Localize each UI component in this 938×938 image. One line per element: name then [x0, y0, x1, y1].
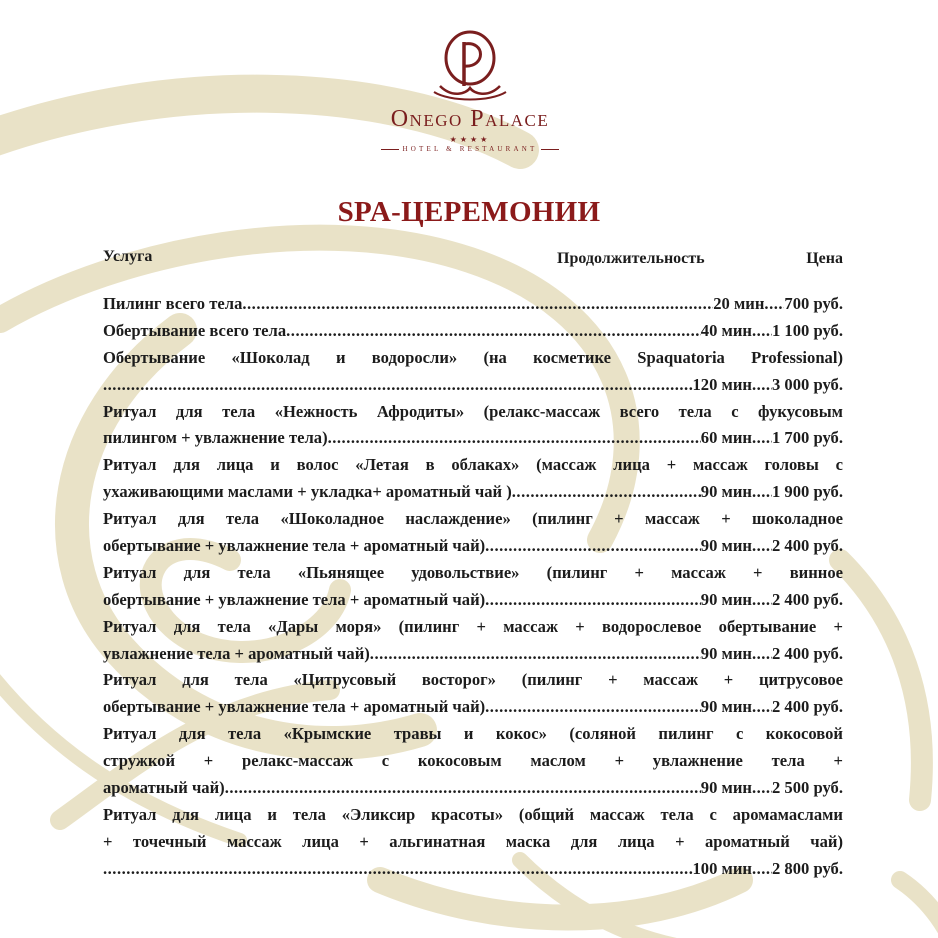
service-duration: 90 мин [700, 778, 752, 798]
leader-dots [225, 775, 701, 802]
service-name: обертывание + увлажнение тела + ароматный чай) [103, 536, 486, 556]
service-price: 2 500 руб. [771, 778, 843, 798]
service-description-line: Ритуал для тела «Шоколадное наслаждение» (пилинг + массаж + шоколадное [103, 509, 843, 529]
service-name: увлажнение тела + ароматный чай) [103, 643, 370, 663]
service-price-row [103, 641, 843, 668]
leader-dots [485, 533, 701, 560]
service-item [103, 291, 843, 318]
page-title: SPA-ЦЕРЕМОНИИ [337, 196, 601, 228]
hotel-logo [340, 28, 600, 153]
service-item [103, 345, 843, 399]
service-item [103, 399, 843, 453]
leader-dots [752, 372, 772, 399]
column-header-duration: Продолжительность [557, 250, 705, 267]
leader-dots [752, 775, 772, 802]
service-duration: 40 мин [700, 320, 752, 340]
service-price: 1 700 руб. [771, 428, 843, 448]
service-price-row [103, 425, 843, 452]
service-item [103, 318, 843, 345]
service-description-line: Ритуал для тела «Пьянящее удовольствие» (пилинг + массаж + винное [103, 562, 843, 582]
leader-dots [752, 641, 772, 668]
star-rating: ★★★★ [449, 135, 491, 144]
service-name: обертывание + увлажнение тела + ароматный чай) [103, 589, 486, 609]
service-price: 1 100 руб. [771, 320, 843, 340]
leader-dots [752, 856, 772, 883]
services-list [103, 291, 843, 883]
brand-name: Onego Palace [390, 106, 550, 132]
service-price: 3 000 руб. [771, 374, 843, 394]
leader-dots [103, 856, 693, 883]
service-price-row [103, 318, 843, 345]
service-duration: 90 мин [700, 536, 752, 556]
service-duration: 90 мин [700, 482, 752, 502]
service-description-line: Ритуал для лица и тела «Эликсир красоты» (общий массаж тела с аромамаслами [103, 804, 843, 824]
leader-dots [328, 425, 701, 452]
service-price: 700 руб. [784, 294, 843, 313]
service-item [103, 721, 843, 802]
service-price: 2 400 руб. [771, 643, 843, 663]
leader-dots [103, 372, 693, 399]
service-description-line: Ритуал для тела «Крымские травы и кокос» (соляной пилинг с кокосовой [103, 724, 843, 744]
divider-left [381, 149, 399, 150]
leader-dots [752, 479, 772, 506]
service-price: 2 400 руб. [771, 536, 843, 556]
leader-dots [752, 318, 772, 345]
column-header-price: Цена [806, 250, 843, 267]
service-item [103, 452, 843, 506]
service-description-line: + точечный массаж лица + альгинатная маска для лица + ароматный чай) [103, 831, 843, 851]
leader-dots [752, 587, 772, 614]
column-header-service: Услуга [103, 248, 153, 265]
leader-dots [512, 479, 701, 506]
service-name: Пилинг всего тела [103, 294, 243, 313]
brand-subtitle [340, 145, 600, 153]
service-description-line: Ритуал для тела «Цитрусовый восторог» (пилинг + массаж + цитрусовое [103, 670, 843, 690]
ornate-p-monogram-icon [430, 28, 510, 104]
service-price-row [103, 694, 843, 721]
service-item [103, 506, 843, 560]
service-name: пилингом + увлажнение тела) [103, 428, 328, 448]
leader-dots [752, 425, 772, 452]
service-price: 2 800 руб. [771, 858, 843, 878]
service-item [103, 802, 843, 883]
service-price-row [103, 587, 843, 614]
service-price: 2 400 руб. [771, 697, 843, 717]
leader-dots [370, 641, 701, 668]
service-name: Обертывание всего тела [103, 320, 287, 340]
divider-right [541, 149, 559, 150]
service-price-row [103, 372, 843, 399]
leader-dots [485, 587, 701, 614]
service-description-line: Ритуал для тела «Нежность Афродиты» (релакс-массаж всего тела с фукусовым [103, 401, 843, 421]
leader-dots [752, 694, 772, 721]
service-duration: 90 мин [700, 643, 752, 663]
leader-dots [286, 318, 701, 345]
service-item [103, 560, 843, 614]
brand-subtitle-text: HOTEL & RESTAURANT [402, 145, 538, 153]
service-description-line: стружкой + релакс-массаж с кокосовым маслом + увлажнение тела + [103, 751, 843, 771]
service-description-line: Обертывание «Шоколад и водоросли» (на косметике Spaquatoria Professional) [103, 347, 843, 367]
service-item [103, 667, 843, 721]
service-name: ароматный чай) [103, 778, 225, 798]
service-duration: 90 мин [700, 697, 752, 717]
leader-dots [764, 291, 784, 318]
service-price: 2 400 руб. [771, 589, 843, 609]
service-price-row [103, 533, 843, 560]
column-headers [103, 248, 843, 274]
service-price-row [103, 291, 843, 318]
service-name: ухаживающими маслами + укладка+ ароматный чай ) [103, 482, 512, 502]
service-duration: 90 мин [700, 589, 752, 609]
service-name: обертывание + увлажнение тела + ароматный чай) [103, 697, 486, 717]
service-duration: 120 мин [692, 374, 752, 394]
service-description-line: Ритуал для лица и волос «Летая в облаках» (массаж лица + массаж головы с [103, 455, 843, 475]
leader-dots [242, 291, 713, 318]
service-duration: 20 мин [713, 294, 765, 313]
service-item [103, 614, 843, 668]
service-price-row [103, 479, 843, 506]
service-price-row [103, 775, 843, 802]
leader-dots [485, 694, 701, 721]
service-duration: 100 мин [692, 858, 752, 878]
service-description-line: Ритуал для тела «Дары моря» (пилинг + массаж + водорослевое обертывание + [103, 616, 843, 636]
service-duration: 60 мин [700, 428, 752, 448]
leader-dots [752, 533, 772, 560]
service-price-row [103, 856, 843, 883]
service-price: 1 900 руб. [771, 482, 843, 502]
